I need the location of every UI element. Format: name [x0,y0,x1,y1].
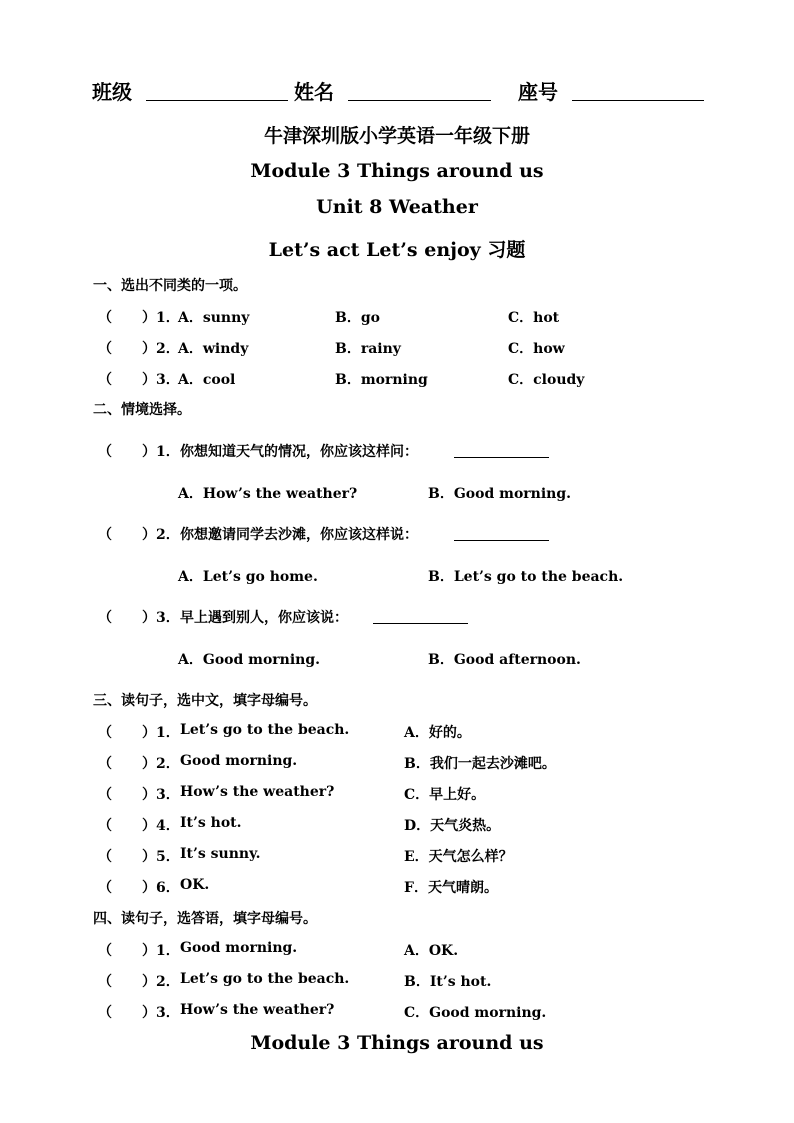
paren-open: （ [98,372,112,388]
question-number: 3． [156,610,180,626]
chinese-option: C．早上好。 [404,787,486,803]
question-number: 2． [156,341,180,357]
s2-question-3 [98,607,698,627]
answer-blank[interactable]: ） [142,725,156,741]
module-title: Module 3 Things around us [250,160,544,182]
class-blank[interactable] [146,100,288,101]
english-sentence: It’s sunny. [180,846,261,862]
answer-option: B．It’s hot. [404,974,492,990]
paren-open: （ [98,527,112,543]
answer-blank[interactable]: ） [142,818,156,834]
paren-open: （ [98,943,112,959]
question-number: 1． [156,725,180,741]
footer-module-title: Module 3 Things around us [250,1032,544,1054]
option-b: B．Good afternoon. [428,652,581,668]
english-sentence: It’s hot. [180,815,242,831]
section3-heading: 三、读句子，选中文，填字母编号。 [93,693,317,709]
question-text: 你想知道天气的情况，你应该这样问： [180,444,418,460]
english-sentence: OK. [180,877,210,893]
section4-heading: 四、读句子，选答语，填字母编号。 [93,911,317,927]
s2-question-1 [98,441,698,461]
s3-question-1 [98,722,698,742]
answer-option: A．OK. [404,943,459,959]
option-a: A．windy [178,341,249,357]
s4-question-2 [98,971,698,991]
question-number: 1． [156,310,180,326]
answer-blank[interactable]: ） [142,974,156,990]
paren-open: （ [98,880,112,896]
class-label: 班级 [92,80,132,104]
s3-question-6 [98,877,698,897]
s4-question-3 [98,1002,698,1022]
option-a: A．cool [178,372,236,388]
s3-question-3 [98,784,698,804]
option-c: C．how [508,341,565,357]
name-blank[interactable] [348,100,491,101]
question-number: 2． [156,974,180,990]
s2-options-1 [178,483,678,503]
s3-question-4 [98,815,698,835]
option-a: A．Good morning. [178,652,321,668]
english-sentence: Good morning. [180,753,298,769]
paren-open: （ [98,974,112,990]
s1-question-1 [98,307,698,327]
english-sentence: How’s the weather? [180,784,335,800]
answer-blank[interactable]: ） [142,341,156,357]
s2-question-2 [98,524,698,544]
chinese-option: F．天气晴朗。 [404,880,498,896]
english-sentence: Good morning. [180,940,298,956]
lesson-title: Let’s act Let’s enjoy 习题 [268,239,526,261]
s1-question-2 [98,338,698,358]
section1-heading: 一、选出不同类的一项。 [93,278,247,294]
seat-label: 座号 [518,80,558,104]
option-a: A．Let’s go home. [178,569,318,585]
question-text: 你想邀请同学去沙滩，你应该这样说： [180,527,418,543]
chinese-option: B．我们一起去沙滩吧。 [404,756,556,772]
s2-options-2 [178,566,678,586]
paren-open: （ [98,787,112,803]
option-b: B．Good morning. [428,486,571,502]
option-c: C．cloudy [508,372,585,388]
paren-open: （ [98,818,112,834]
paren-open: （ [98,310,112,326]
paren-open: （ [98,341,112,357]
s3-question-5 [98,846,698,866]
fill-blank[interactable] [454,457,549,458]
paren-open: （ [98,756,112,772]
option-a: A．sunny [178,310,250,326]
question-number: 1． [156,943,180,959]
option-a: A．How’s the weather? [178,486,358,502]
book-title: 牛津深圳版小学英语一年级下册 [263,125,530,147]
s3-question-2 [98,753,698,773]
paren-open: （ [98,1005,112,1021]
english-sentence: Let’s go to the beach. [180,971,350,987]
answer-blank[interactable]: ） [142,610,156,626]
question-text: 早上遇到别人，你应该说： [180,610,348,626]
section2-heading: 二、情境选择。 [93,402,191,418]
s1-question-3 [98,369,698,389]
option-b: B．morning [335,372,428,388]
paren-open: （ [98,849,112,865]
question-number: 2． [156,527,180,543]
question-number: 3． [156,787,180,803]
answer-blank[interactable]: ） [142,756,156,772]
question-number: 3． [156,372,180,388]
answer-blank[interactable]: ） [142,372,156,388]
seat-blank[interactable] [572,100,704,101]
answer-blank[interactable]: ） [142,787,156,803]
question-number: 3． [156,1005,180,1021]
answer-option: C．Good morning. [404,1005,547,1021]
fill-blank[interactable] [373,623,468,624]
paren-open: （ [98,610,112,626]
answer-blank[interactable]: ） [142,943,156,959]
answer-blank[interactable]: ） [142,880,156,896]
question-number: 2． [156,756,180,772]
question-number: 5． [156,849,180,865]
s2-options-3 [178,649,678,669]
paren-open: （ [98,725,112,741]
option-b: B．Let’s go to the beach. [428,569,624,585]
s4-question-1 [98,940,698,960]
question-number: 4． [156,818,180,834]
option-b: B．rainy [335,341,401,357]
answer-blank[interactable]: ） [142,527,156,543]
chinese-option: A．好的。 [404,725,471,741]
paren-open: （ [98,444,112,460]
name-label: 姓名 [294,80,334,104]
english-sentence: Let’s go to the beach. [180,722,350,738]
question-number: 1． [156,444,180,460]
fill-blank[interactable] [454,540,549,541]
option-c: C．hot [508,310,560,326]
chinese-option: D．天气炎热。 [404,818,501,834]
unit-title: Unit 8 Weather [316,196,478,218]
answer-blank[interactable]: ） [142,1005,156,1021]
chinese-option: E．天气怎么样？ [404,849,513,865]
answer-blank[interactable]: ） [142,444,156,460]
english-sentence: How’s the weather? [180,1002,335,1018]
question-number: 6． [156,880,180,896]
answer-blank[interactable]: ） [142,849,156,865]
answer-blank[interactable]: ） [142,310,156,326]
option-b: B．go [335,310,380,326]
